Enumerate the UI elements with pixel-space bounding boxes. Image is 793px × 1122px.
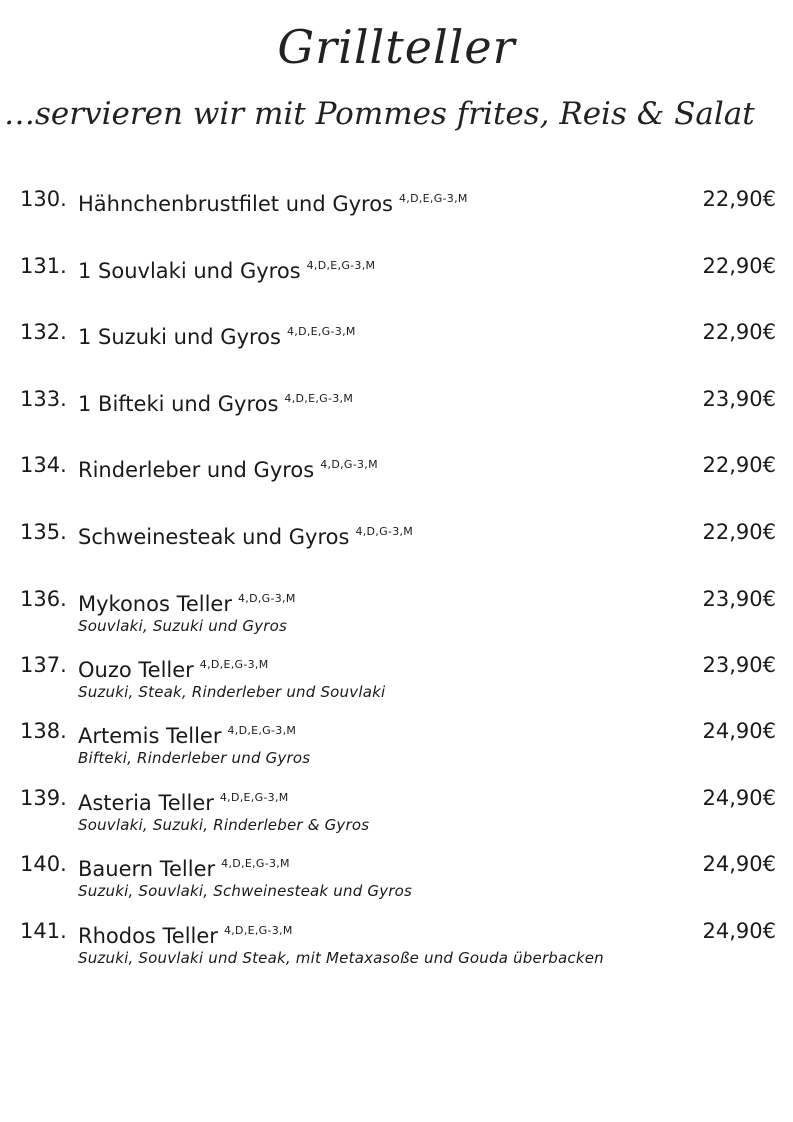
menu-item: [0, 718, 793, 778]
menu-item: [0, 586, 793, 646]
item-name-line: [78, 386, 353, 417]
item-description: Suzuki, Steak, Rinderleber und Souvlaki: [78, 683, 386, 701]
item-number: 134.: [20, 453, 67, 477]
item-name: Ouzo Teller: [78, 658, 194, 682]
item-number: 138.: [20, 719, 67, 743]
item-price: 23,90€: [702, 387, 776, 411]
menu-item: [0, 918, 793, 978]
item-number: 139.: [20, 786, 67, 810]
item-description: Suzuki, Souvlaki, Schweinesteak und Gyros: [78, 882, 413, 900]
item-name: Schweinesteak und Gyros: [78, 525, 350, 549]
item-name: Hähnchenbrustfilet und Gyros: [78, 192, 393, 216]
item-name-line: [78, 319, 356, 350]
item-name-line: [78, 785, 289, 816]
item-name: 1 Suzuki und Gyros: [78, 325, 281, 349]
item-name-line: [78, 519, 413, 550]
page-title: Grillteller: [277, 20, 516, 74]
item-price: 24,90€: [702, 852, 776, 876]
item-description: Souvlaki, Suzuki und Gyros: [78, 617, 288, 635]
item-name-line: [78, 718, 296, 749]
item-description: Souvlaki, Suzuki, Rinderleber & Gyros: [78, 816, 370, 834]
item-name-line: [78, 452, 378, 483]
menu-item: [0, 785, 793, 845]
item-description: Bifteki, Rinderleber und Gyros: [78, 749, 311, 767]
menu-item: [0, 319, 793, 379]
item-allergens: 4,D,E,G-3,M: [219, 791, 289, 804]
item-name-line: [78, 186, 468, 217]
item-name: Bauern Teller: [78, 857, 216, 881]
item-allergens: 4,D,E,G-3,M: [223, 924, 293, 937]
item-price: 24,90€: [702, 786, 776, 810]
item-number: 133.: [20, 387, 67, 411]
item-allergens: 4,D,E,G-3,M: [286, 325, 356, 338]
item-name: Asteria Teller: [78, 791, 214, 815]
item-name: 1 Bifteki und Gyros: [78, 392, 279, 416]
item-number: 132.: [20, 320, 67, 344]
item-number: 136.: [20, 587, 67, 611]
item-allergens: 4,D,E,G-3,M: [284, 392, 354, 405]
page-subtitle: …servieren wir mit Pommes frites, Reis & Salat: [4, 96, 755, 132]
menu-item: [0, 253, 793, 313]
item-allergens: 4,D,E,G-3,M: [306, 259, 376, 272]
item-number: 140.: [20, 852, 67, 876]
item-name-line: [78, 918, 293, 949]
item-price: 22,90€: [702, 520, 776, 544]
item-description: Suzuki, Souvlaki und Steak, mit Metaxasoße und Gouda überbacken: [78, 949, 604, 967]
item-allergens: 4,D,G-3,M: [355, 525, 414, 538]
menu-item: [0, 452, 793, 512]
item-name: Rhodos Teller: [78, 924, 218, 948]
item-name-line: [78, 652, 269, 683]
item-name-line: [78, 253, 375, 284]
item-allergens: 4,D,E,G-3,M: [399, 192, 468, 205]
item-number: 130.: [20, 187, 67, 211]
item-allergens: 4,D,E,G-3,M: [227, 724, 297, 737]
item-number: 131.: [20, 254, 67, 278]
menu-item: [0, 851, 793, 911]
item-price: 23,90€: [702, 587, 776, 611]
item-price: 24,90€: [702, 719, 776, 743]
menu-item: [0, 652, 793, 712]
item-price: 22,90€: [702, 187, 776, 211]
item-price: 22,90€: [702, 453, 776, 477]
menu-item: [0, 186, 793, 246]
item-allergens: 4,D,G-3,M: [237, 592, 296, 605]
item-price: 22,90€: [702, 320, 776, 344]
item-name: Artemis Teller: [78, 724, 222, 748]
menu-item: [0, 386, 793, 446]
item-name-line: [78, 586, 296, 617]
menu-item: [0, 519, 793, 579]
item-number: 141.: [20, 919, 67, 943]
item-allergens: 4,D,E,G-3,M: [199, 658, 269, 671]
item-price: 24,90€: [702, 919, 776, 943]
item-allergens: 4,D,G-3,M: [320, 458, 378, 471]
item-name: 1 Souvlaki und Gyros: [78, 259, 301, 283]
item-number: 137.: [20, 653, 67, 677]
item-price: 22,90€: [702, 254, 776, 278]
item-number: 135.: [20, 520, 67, 544]
item-allergens: 4,D,E,G-3,M: [221, 857, 290, 870]
item-price: 23,90€: [702, 653, 776, 677]
item-name-line: [78, 851, 290, 882]
item-name: Mykonos Teller: [78, 592, 232, 616]
item-name: Rinderleber und Gyros: [78, 458, 315, 482]
